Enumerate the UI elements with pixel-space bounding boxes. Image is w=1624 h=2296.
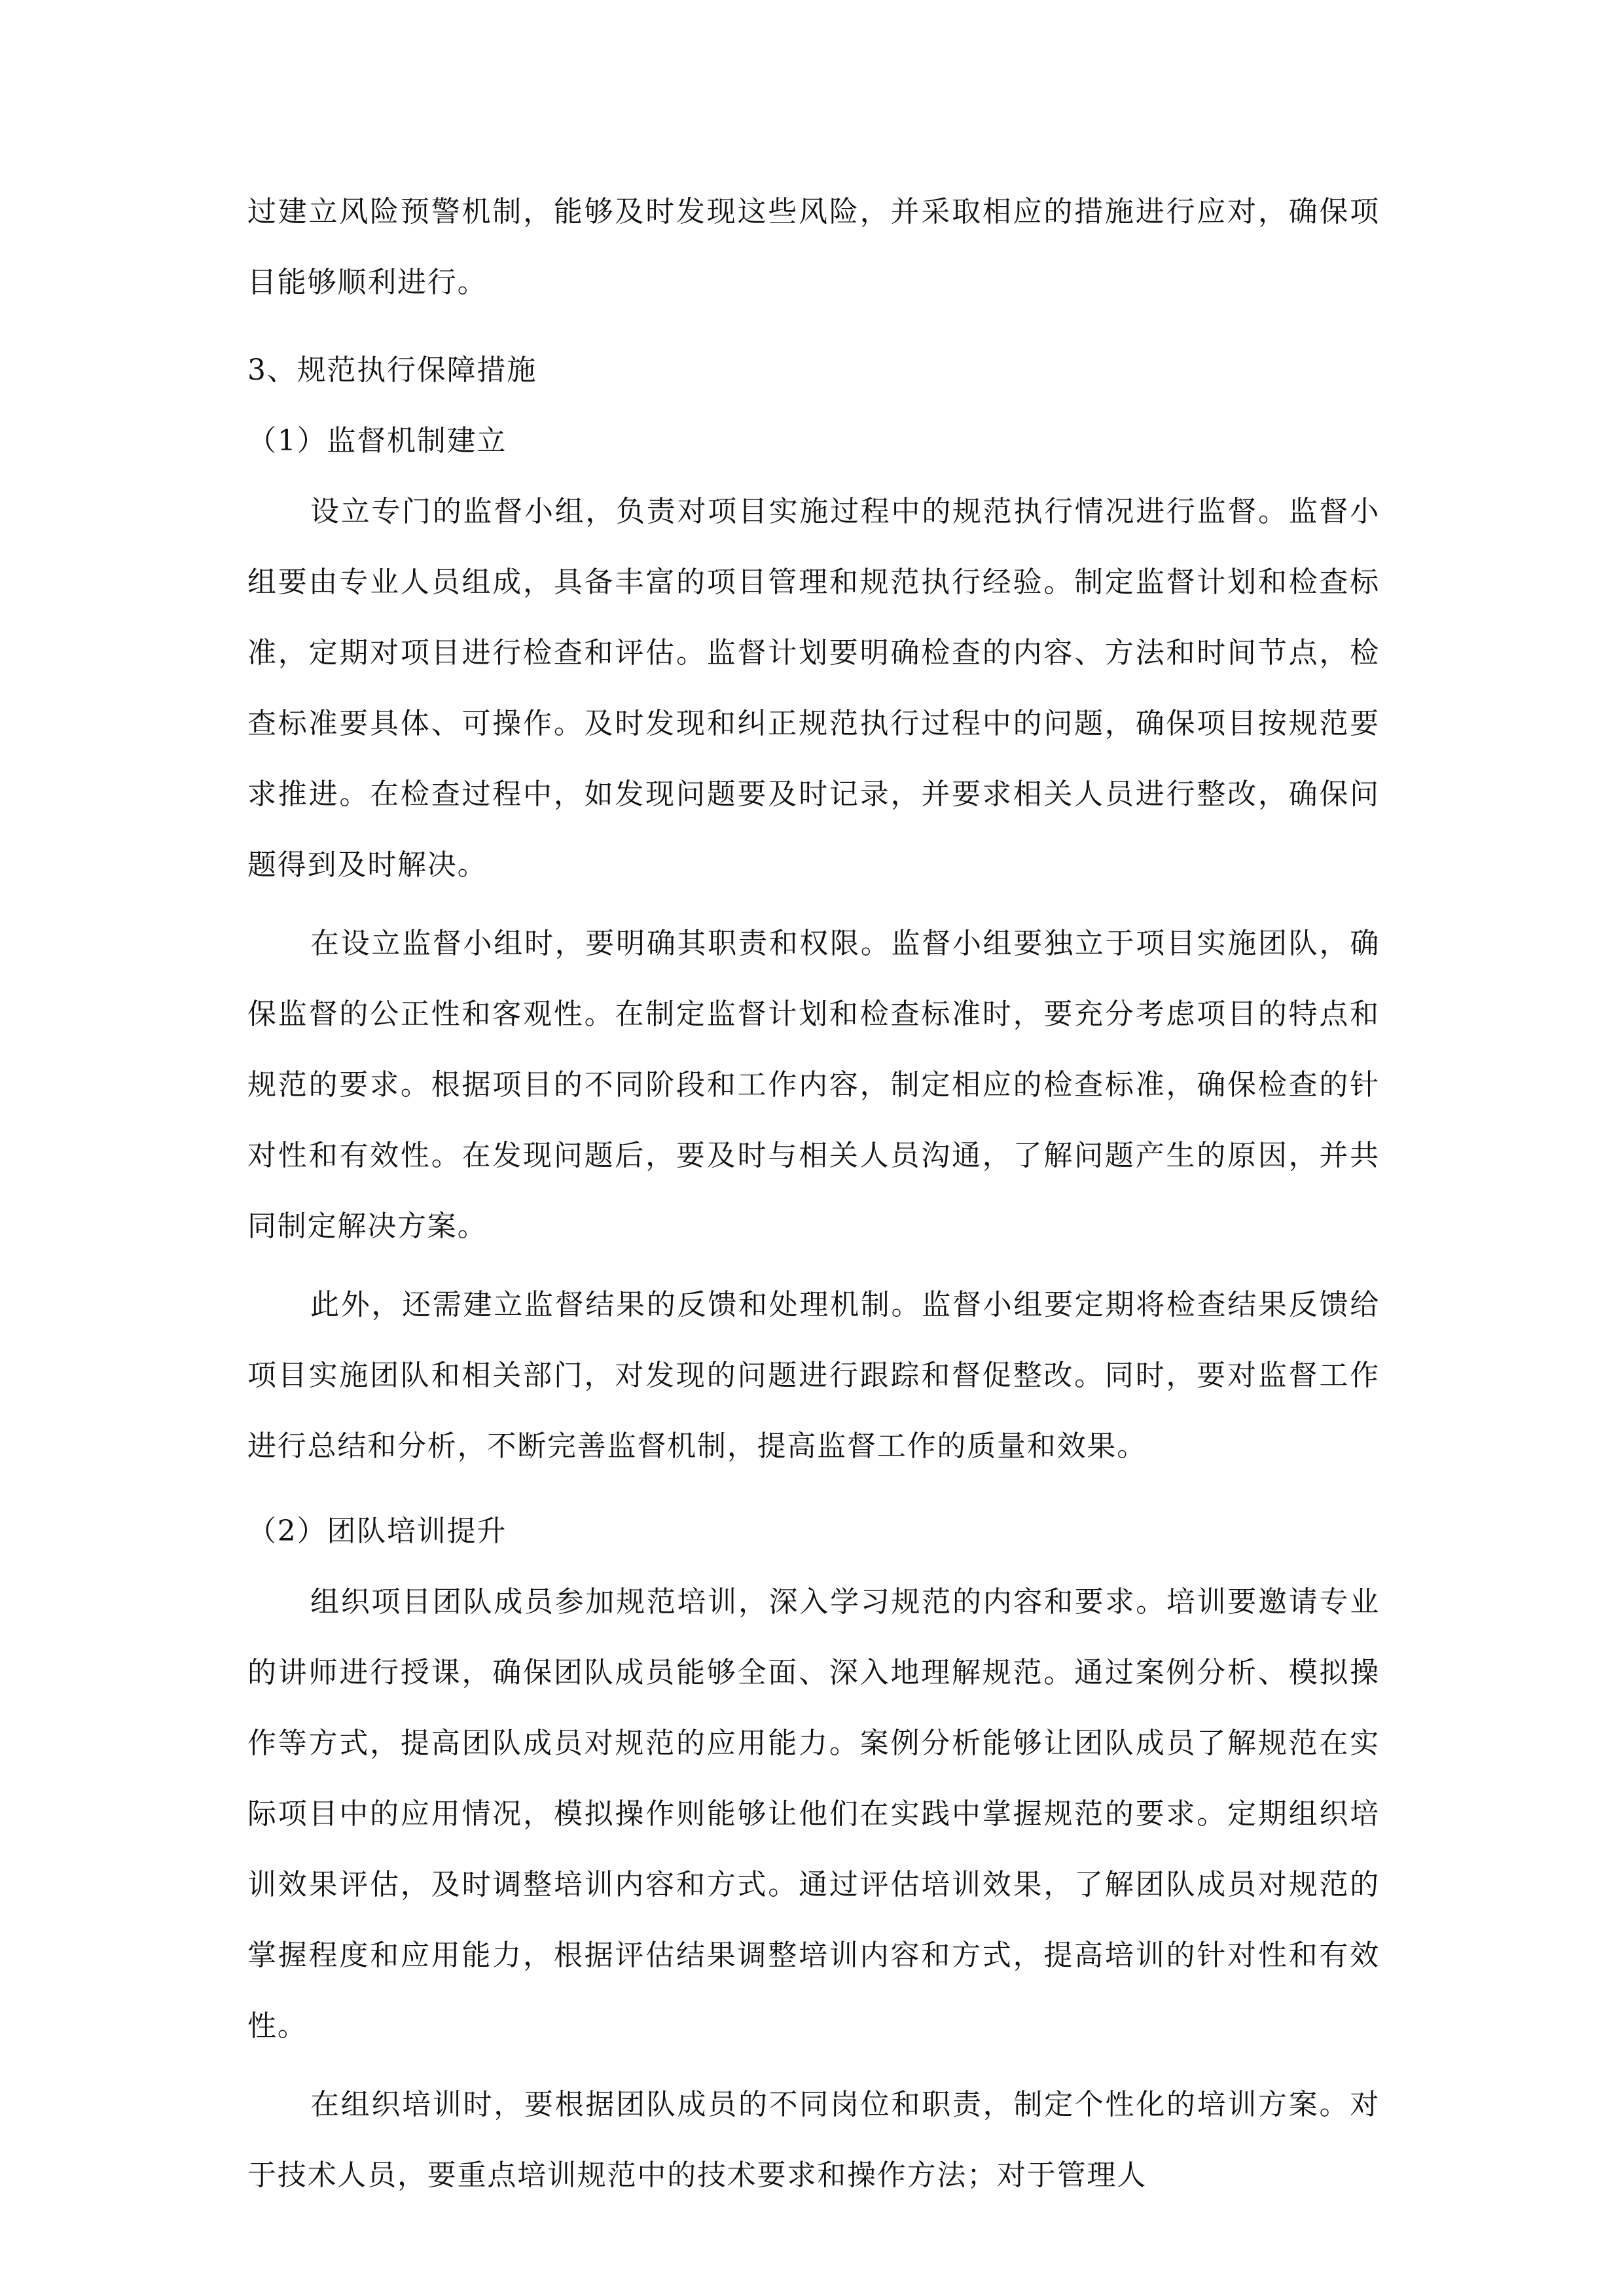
- subsection-2-paragraph-2: 在组织培训时，要根据团队成员的不同岗位和职责，制定个性化的培训方案。对于技术人员，要重点培训规范中的技术要求和操作方法；对于管理人: [247, 2088, 1380, 2192]
- intro-paragraph: 过建立风险预警机制，能够及时发现这些风险，并采取相应的措施进行应对，确保项目能够顺利进行。: [247, 195, 1380, 299]
- section-heading: 3、规范执行保障措施: [247, 353, 537, 387]
- subsection-2-paragraph-1: 组织项目团队成员参加规范培训，深入学习规范的内容和要求。培训要邀请专业的讲师进行授课，确保团队成员能够全面、深入地理解规范。通过案例分析、模拟操作等方式，提高团队成员对规范的应用能力。案例分析能够让团队成员了解规范在实际项目中的应用情况，模拟操作则能够让他们在实践中掌握规范的要求。定期组织培训效果评估，及时调整培训内容和方式。通过评估培训效果，了解团队成员对规范的掌握程度和应用能力，根据评估结果调整培训内容和方式，提高培训的针对性和有效性。: [247, 1585, 1380, 2043]
- subsection-1-paragraph-2: 在设立监督小组时，要明确其职责和权限。监督小组要独立于项目实施团队，确保监督的公正性和客观性。在制定监督计划和检查标准时，要充分考虑项目的特点和规范的要求。根据项目的不同阶段和工作内容，制定相应的检查标准，确保检查的针对性和有效性。在发现问题后，要及时与相关人员沟通，了解问题产生的原因，并共同制定解决方案。: [247, 927, 1380, 1243]
- subsection-2-heading: （2）团队培训提升: [247, 1515, 507, 1548]
- subsection-1-heading: （1）监督机制建立: [247, 424, 507, 457]
- subsection-1-paragraph-1: 设立专门的监督小组，负责对项目实施过程中的规范执行情况进行监督。监督小组要由专业人员组成，具备丰富的项目管理和规范执行经验。制定监督计划和检查标准，定期对项目进行检查和评估。监督计划要明确检查的内容、方法和时间节点，检查标准要具体、可操作。及时发现和纠正规范执行过程中的问题，确保项目按规范要求推进。在检查过程中，如发现问题要及时记录，并要求相关人员进行整改，确保问题得到及时解决。: [247, 495, 1380, 882]
- subsection-1-paragraph-3: 此外，还需建立监督结果的反馈和处理机制。监督小组要定期将检查结果反馈给项目实施团队和相关部门，对发现的问题进行跟踪和督促整改。同时，要对监督工作进行总结和分析，不断完善监督机制，提高监督工作的质量和效果。: [247, 1288, 1380, 1463]
- document-body: [247, 177, 1380, 2211]
